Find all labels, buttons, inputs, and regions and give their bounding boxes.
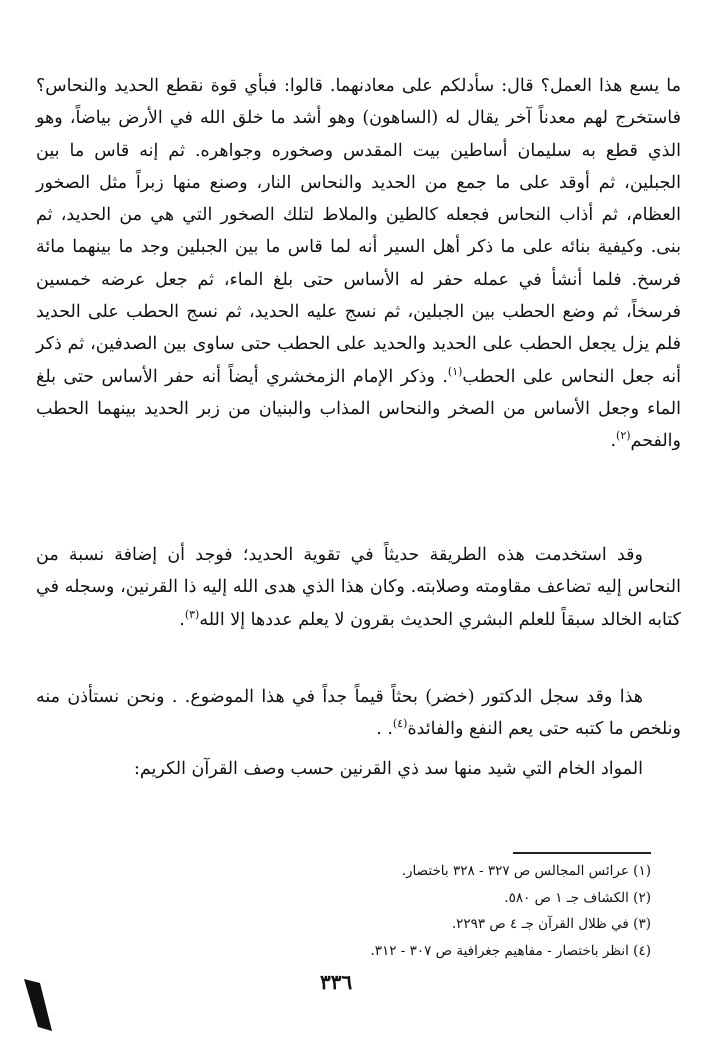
paragraph-3 <box>36 681 681 746</box>
footnote-item: (٢) الكشاف جـ ١ ص ٥٨٠. <box>504 889 651 906</box>
footnote-item: (٤) انظر باختصار - مفاهيم جغرافية ص ٣٠٧ - ٣١٢. <box>370 942 651 959</box>
paragraph-2-end: . <box>179 609 185 630</box>
paragraph-1-text-b: . وذكر الإمام الزمخشري أيضاً أنه حفر الأساس حتى بلغ الماء وجعل الأساس من الصخر والنحاس المذاب والبنيان من زبر الحديد بينهما الحطب والفحم <box>36 366 681 452</box>
footnote-item: (٣) في ظلال القرآن جـ ٤ ص ٢٢٩٣. <box>451 916 651 932</box>
paragraph-1 <box>36 70 681 458</box>
paragraph-2-text: وقد استخدمت هذه الطريقة حديثاً في تقوية الحديد؛ فوجد أن إضافة نسبة من النحاس إليه تضاعف مقاومته وصلابته. وكان هذا الذي هدى الله إليه ذا القرنين، وسجله في كتابه الخالد سبقاً للعلم البشري الحديث بقرون لا يعلم عددها إلا الله <box>36 545 681 630</box>
footnote-ref-4[interactable]: (٤) <box>392 717 408 731</box>
paragraph-3-end: . . <box>376 719 393 740</box>
paragraph-4-text: المواد الخام التي شيد منها سد ذي القرنين حسب وصف القرآن الكريم: <box>134 759 643 779</box>
page-number: ٣٣٦ <box>320 970 353 994</box>
paragraph-4 <box>36 753 681 785</box>
paragraph-3-text: هذا وقد سجل الدكتور (خضر) بحثاً قيماً جداً في هذا الموضوع. . ونحن نستأذن منه ونلخص ما كتبه حتى يعم النفع والفائدة <box>36 687 681 740</box>
footnote-divider <box>513 852 651 854</box>
footnote-ref-2[interactable]: (٢) <box>616 429 631 443</box>
footnote-ref-1[interactable]: (١) <box>447 364 463 378</box>
paragraph-1-text: ما يسع هذا العمل؟ قال: سأدلكم على معادنهما. قالوا: فبأي قوة نقطع الحديد والنحاس؟ فاستخرج لهم معدناً آخر يقال له (الساهون) وهو أشد ما خلق الله في الأرض بياضاً، وهو الذي قطع به سليمان أساطين بيت المقدس وصخوره وجواهره. ثم إنه قاس ما بين الجبلين، ثم أوقد على ما جمع من الحديد والنحاس النار، وصنع منها زبراً مثل الصخور العظام، ثم أذاب النحاس فجعله كالطين والملاط لتلك الصخور التي هي من الحديد، ثم بنى. وكيفية بنائه على ما ذكر أهل السير أنه لما قاس ما بين الجبلين وجد ما بينهما مائة فرسخ. فلما أنشأ في عمله حفر له الأساس حتى بلغ الماء، ثم جعل عرضه خمسين فرسخاً، ثم وضع الحطب بين الجبلين، ثم نسج عليه الحديد، ثم نسج الحطب على الحديد فلم يزل يجعل الحطب على الحديد والحديد على الحطب حتى ساوى بين الصدفين، ثم ذكر أنه جعل النحاس على الحطب <box>36 76 681 387</box>
page-corner-mark-icon <box>18 975 56 1035</box>
footnote-item: (١) عرائس المجالس ص ٣٢٧ - ٣٢٨ باختصار. <box>401 863 651 879</box>
footnotes-list <box>51 858 651 964</box>
paragraph-2 <box>36 539 681 636</box>
footnote-ref-3[interactable]: (٣) <box>184 607 200 621</box>
paragraph-1-end: . <box>610 431 617 452</box>
